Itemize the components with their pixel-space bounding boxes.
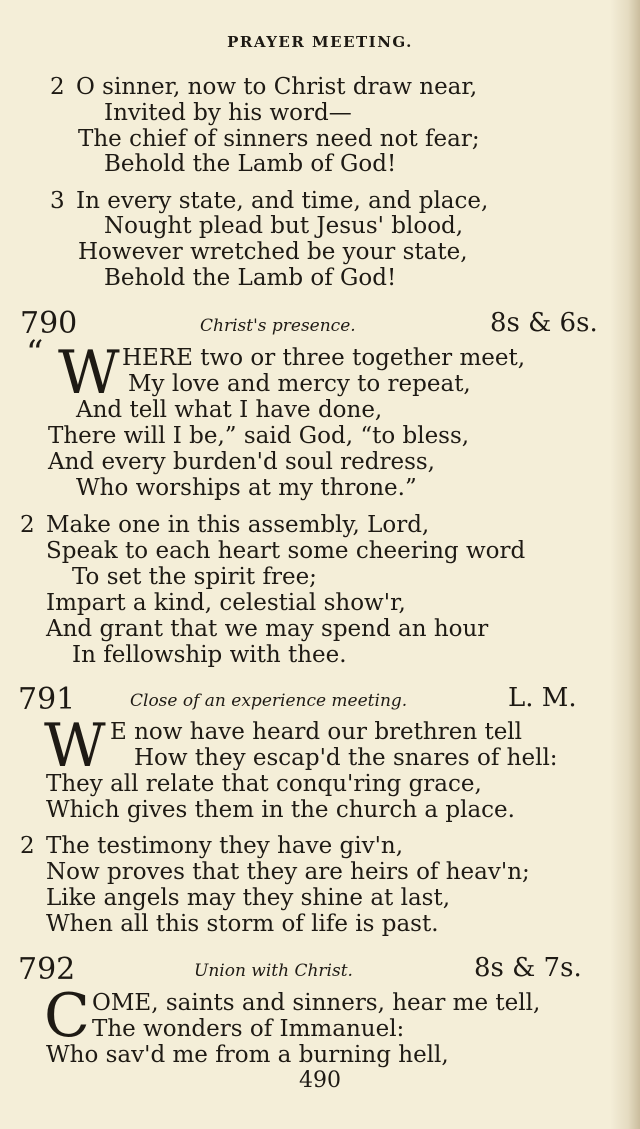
verse-line: They all relate that conqu'ring grace, (46, 771, 482, 797)
hymn-number: 790 (20, 306, 78, 341)
page-edge-shadow (610, 0, 640, 1129)
drop-cap: C (44, 981, 90, 1051)
hymn-meter: 8s & 6s. (490, 308, 598, 338)
verse-line: Speak to each heart some cheering word (46, 538, 526, 564)
hymn-number: 791 (18, 682, 76, 717)
hymn-title: Christ's presence. (200, 316, 356, 336)
verse-line: My love and mercy to repeat, (128, 371, 471, 397)
verse-line: There will I be,” said God, “to bless, (48, 423, 470, 449)
verse-line: Behold the Lamb of God! (104, 151, 397, 177)
verse-line: The wonders of Immanuel: (92, 1016, 405, 1042)
page-number: 490 (299, 1068, 341, 1093)
verse-line: The chief of sinners need not fear; (78, 126, 480, 152)
verse-line: Now proves that they are heirs of heav'n; (46, 859, 530, 885)
verse-line: Like angels may they shine at last, (46, 885, 451, 911)
verse-line: However wretched be your state, (78, 239, 468, 265)
verse-line: Who sav'd me from a burning hell, (46, 1042, 449, 1068)
verse-line: 2 The testimony they have giv'n, (20, 833, 404, 859)
opening-quote: “ (26, 333, 44, 373)
verse-number: 2 (20, 512, 35, 538)
running-head: PRAYER MEETING. (227, 33, 413, 51)
hymn-title: Close of an experience meeting. (130, 691, 408, 711)
verse-line: How they escap'd the snares of hell: (134, 745, 558, 771)
verse-line: 2 Make one in this assembly, Lord, (20, 512, 430, 538)
verse-line: HERE two or three together meet, (122, 345, 526, 371)
hymn-number: 792 (18, 952, 76, 987)
verse-number: 2 (50, 74, 65, 100)
verse-line: OME, saints and sinners, hear me tell, (92, 990, 541, 1016)
hymn-meter: 8s & 7s. (474, 953, 582, 983)
verse-line: Which gives them in the church a place. (46, 797, 515, 823)
verse-line: And every burden'd soul redress, (48, 449, 435, 475)
drop-cap: W (44, 711, 106, 781)
verse-line: Invited by his word— (104, 100, 352, 126)
verse-line: In fellowship with thee. (72, 642, 347, 668)
verse-line: Impart a kind, celestial show'r, (46, 590, 406, 616)
verse-line: To set the spirit free; (72, 564, 317, 590)
verse-line: When all this storm of life is past. (46, 911, 439, 937)
verse-line: Who worships at my throne.” (76, 475, 417, 501)
hymn-title: Union with Christ. (194, 961, 353, 981)
verse-line: Behold the Lamb of God! (104, 265, 397, 291)
drop-cap: W (58, 338, 120, 408)
verse-line: 2 O sinner, now to Christ draw near, (50, 74, 478, 100)
verse-number: 2 (20, 833, 35, 859)
hymn-meter: L. M. (508, 683, 577, 713)
verse-line: And grant that we may spend an hour (46, 616, 489, 642)
verse-line: And tell what I have done, (76, 397, 383, 423)
verse-line: Nought plead but Jesus' blood, (104, 213, 464, 239)
verse-line: 3 In every state, and time, and place, (50, 188, 489, 214)
verse-number: 3 (50, 188, 65, 214)
verse-line: E now have heard our brethren tell (110, 719, 523, 745)
